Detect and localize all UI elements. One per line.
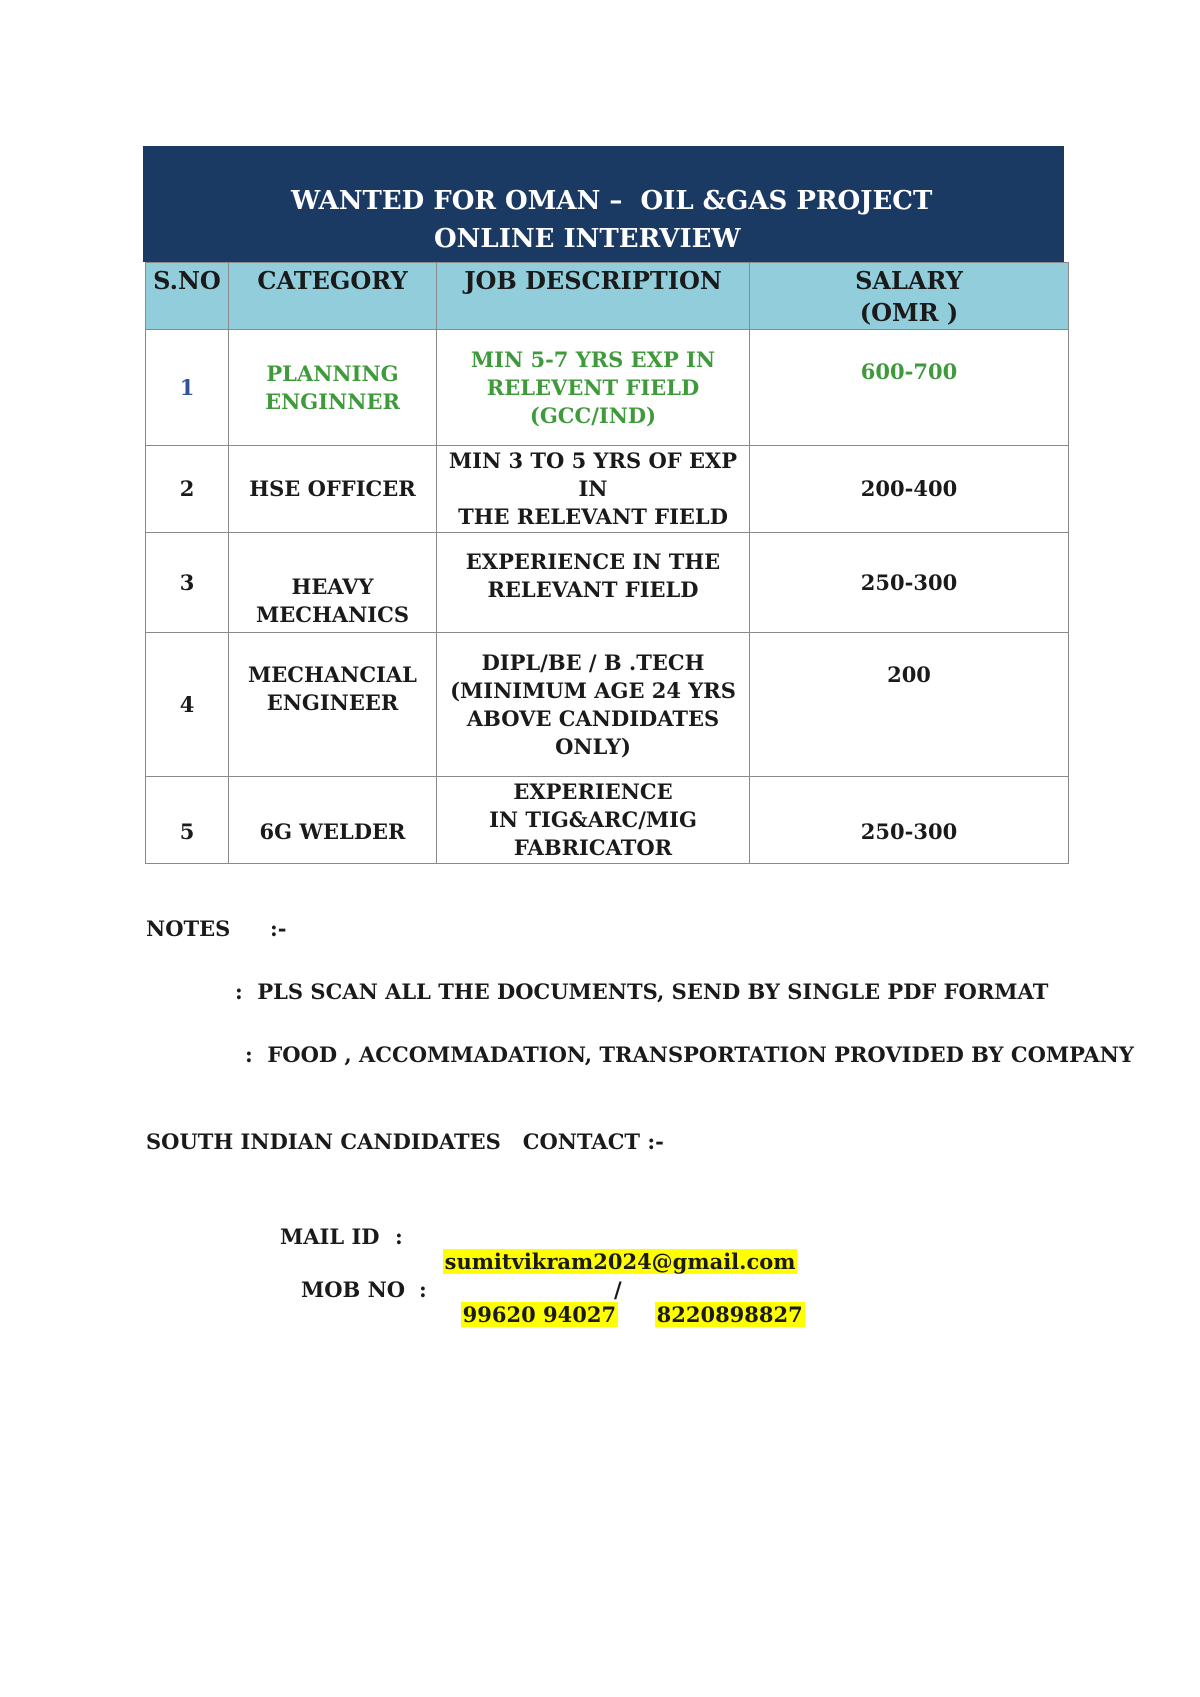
mob-value-wrap-2 — [640, 1277, 805, 1327]
row-salary: 250-300 — [750, 533, 1069, 633]
header-sno: S.NO — [146, 263, 229, 330]
title-banner — [143, 146, 1064, 262]
row-salary: 250-300 — [750, 777, 1069, 864]
mob-value-1[interactable]: 99620 94027 — [462, 1302, 617, 1327]
note-item: : FOOD , ACCOMMADATION, TRANSPORTATION PROVIDED BY COMPANY — [245, 1042, 1134, 1067]
header-description: JOB DESCRIPTION — [437, 263, 750, 330]
row-salary: 200 — [750, 633, 1069, 777]
row-salary: 200-400 — [750, 446, 1069, 533]
contact-heading: SOUTH INDIAN CANDIDATES CONTACT :- — [146, 1129, 664, 1154]
notes-colon: :- — [270, 916, 287, 941]
mail-label: MAIL ID — [280, 1224, 380, 1249]
note-item: : PLS SCAN ALL THE DOCUMENTS, SEND BY SINGLE PDF FORMAT — [235, 979, 1049, 1004]
mob-value-2[interactable]: 8220898827 — [656, 1302, 803, 1327]
mob-value-wrap-1 — [446, 1277, 618, 1327]
table-header-row — [146, 263, 1069, 330]
table-row — [146, 330, 1069, 446]
row-category: HSE OFFICER — [229, 446, 437, 533]
row-sno: 4 — [146, 633, 229, 777]
row-category: HEAVY MECHANICS — [229, 533, 437, 633]
row-salary: 600-700 — [750, 330, 1069, 446]
mob-label: MOB NO — [301, 1277, 406, 1302]
table-row — [146, 633, 1069, 777]
row-category: PLANNING ENGINNER — [229, 330, 437, 446]
header-category: CATEGORY — [229, 263, 437, 330]
table-row — [146, 777, 1069, 864]
row-description: MIN 3 TO 5 YRS OF EXP IN THE RELEVANT FIELD — [437, 446, 750, 533]
row-category: 6G WELDER — [229, 777, 437, 864]
mail-value[interactable]: sumitvikram2024@gmail.com — [444, 1249, 796, 1274]
row-description: EXPERIENCE IN THE RELEVANT FIELD — [437, 533, 750, 633]
mob-divider: / — [614, 1277, 622, 1302]
banner-subtitle: ONLINE INTERVIEW — [434, 224, 741, 254]
row-sno: 2 — [146, 446, 229, 533]
mail-value-wrap — [428, 1224, 797, 1274]
jobs-table — [145, 262, 1069, 864]
table-row — [146, 533, 1069, 633]
row-description: DIPL/BE / B .TECH (MINIMUM AGE 24 YRS ABOVE CANDIDATES ONLY) — [437, 633, 750, 777]
row-sno: 3 — [146, 533, 229, 633]
row-sno: 1 — [146, 330, 229, 446]
mail-separator: : — [395, 1224, 403, 1249]
row-description: EXPERIENCE IN TIG&ARC/MIG FABRICATOR — [437, 777, 750, 864]
row-sno: 5 — [146, 777, 229, 864]
banner-title: WANTED FOR OMAN – OIL &GAS PROJECT — [291, 186, 933, 216]
mob-separator: : — [419, 1277, 427, 1302]
notes-label: NOTES — [146, 916, 231, 941]
row-category: MECHANCIAL ENGINEER — [229, 633, 437, 777]
header-salary: SALARY (OMR ) — [750, 263, 1069, 330]
row-description: MIN 5-7 YRS EXP IN RELEVENT FIELD (GCC/IND) — [437, 330, 750, 446]
table-row — [146, 446, 1069, 533]
